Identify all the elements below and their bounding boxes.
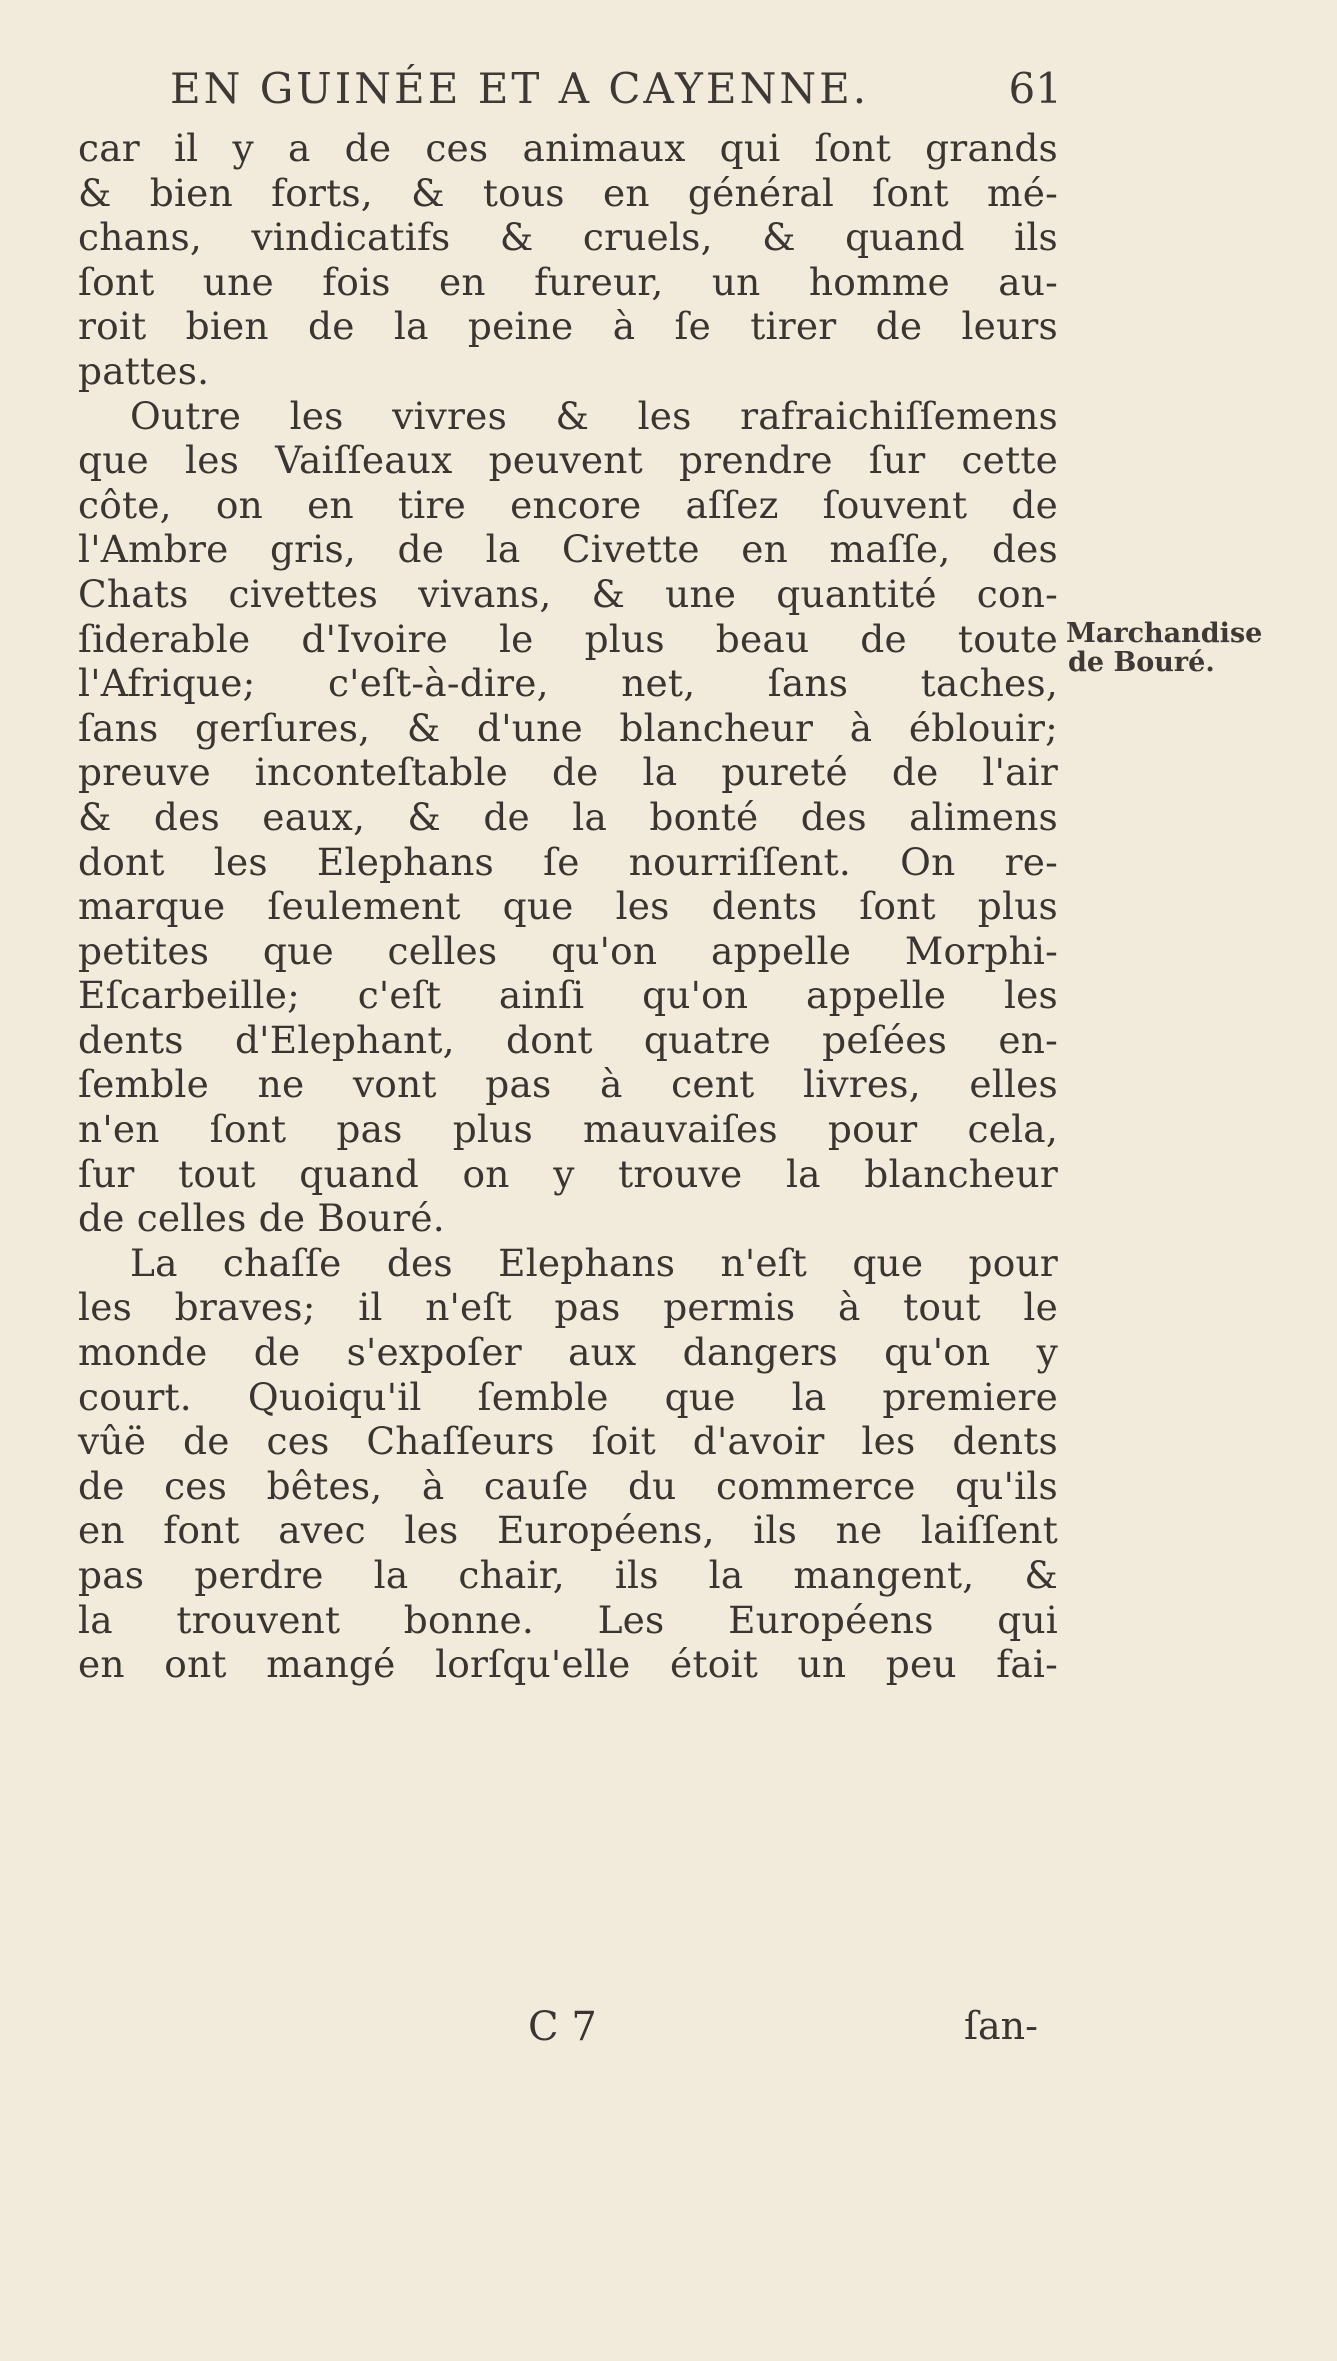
margin-note-line: de Bouré. — [1068, 647, 1215, 678]
text-line: & bien forts, & tous en général ſont mé- — [78, 170, 1058, 215]
text-line: ſemble ne vont pas à cent livres, elles — [78, 1062, 1058, 1107]
text-line: dents d'Elephant, dont quatre peſées en- — [78, 1017, 1058, 1062]
text-line: la trouvent bonne. Les Européens qui — [78, 1597, 1058, 1642]
text-line: ſiderable d'Ivoire le plus beau de toute — [78, 616, 1058, 661]
text-line: pattes. — [78, 348, 210, 393]
text-line: côte, on en tire encore aſſez ſouvent de — [78, 482, 1058, 527]
text-line: Chats civettes vivans, & une quantité con- — [78, 571, 1058, 616]
text-line: que les Vaiſſeaux peuvent prendre ſur cette — [78, 438, 1058, 483]
text-line: Eſcarbeille; c'eſt ainſi qu'on appelle les — [78, 973, 1058, 1018]
page-header — [160, 58, 1080, 128]
text-line: de ces bêtes, à cauſe du commerce qu'ils — [78, 1463, 1058, 1508]
text-line: petites que celles qu'on appelle Morphi- — [78, 928, 1058, 973]
text-line: & des eaux, & de la bonté des alimens — [78, 794, 1058, 839]
text-line: pas perdre la chair, ils la mangent, & — [78, 1553, 1058, 1597]
text-line: ſur tout quand on y trouve la blancheur — [78, 1151, 1058, 1196]
text-line: de celles de Bouré. — [78, 1196, 445, 1241]
text-line: preuve inconteſtable de la pureté de l'air — [78, 750, 1058, 795]
page-footer — [78, 2004, 1058, 2054]
text-line: roit bien de la peine à ſe tirer de leurs — [78, 304, 1058, 349]
running-head: EN GUINÉE ET A CAYENNE. — [170, 64, 870, 113]
text-line: court. Quoiqu'il ſemble que la premiere — [78, 1374, 1058, 1419]
catchword: ſan- — [963, 2004, 1038, 2048]
text-line: les braves; il n'eſt pas permis à tout le — [78, 1285, 1058, 1330]
text-line: La chaſſe des Elephans n'eſt que pour — [130, 1240, 1058, 1285]
page-number: 61 — [1008, 64, 1062, 113]
text-line: ſont une fois en fureur, un homme au- — [78, 259, 1058, 304]
text-line: chans, vindicatifs & cruels, & quand ils — [78, 215, 1058, 260]
margin-note-line: Marchandise — [1066, 618, 1263, 649]
text-line: car il y a de ces animaux qui ſont grands — [78, 126, 1058, 170]
text-line: monde de s'expoſer aux dangers qu'on y — [78, 1330, 1058, 1375]
text-line: ſans gerſures, & d'une blancheur à éblouir; — [78, 705, 1058, 750]
text-line: n'en ſont pas plus mauvaiſes pour cela, — [78, 1107, 1058, 1152]
text-line: l'Afrique; c'eſt-à-dire, net, ſans taches, — [78, 661, 1058, 706]
text-line: l'Ambre gris, de la Civette en maſſe, des — [78, 527, 1058, 572]
text-line: en ont mangé lorſqu'elle étoit un peu fai- — [78, 1642, 1058, 1687]
signature-mark: C 7 — [528, 2004, 597, 2050]
text-line: vûë de ces Chaſſeurs ſoit d'avoir les dents — [78, 1419, 1058, 1464]
text-line: dont les Elephans ſe nourriſſent. On re- — [78, 839, 1058, 884]
text-line: en font avec les Européens, ils ne laiſſent — [78, 1508, 1058, 1553]
text-line: marque ſeulement que les dents ſont plus — [78, 884, 1058, 929]
body-text — [78, 126, 1058, 1687]
text-line: Outre les vivres & les rafraichiſſemens — [130, 393, 1058, 438]
margin-note — [1066, 619, 1306, 677]
